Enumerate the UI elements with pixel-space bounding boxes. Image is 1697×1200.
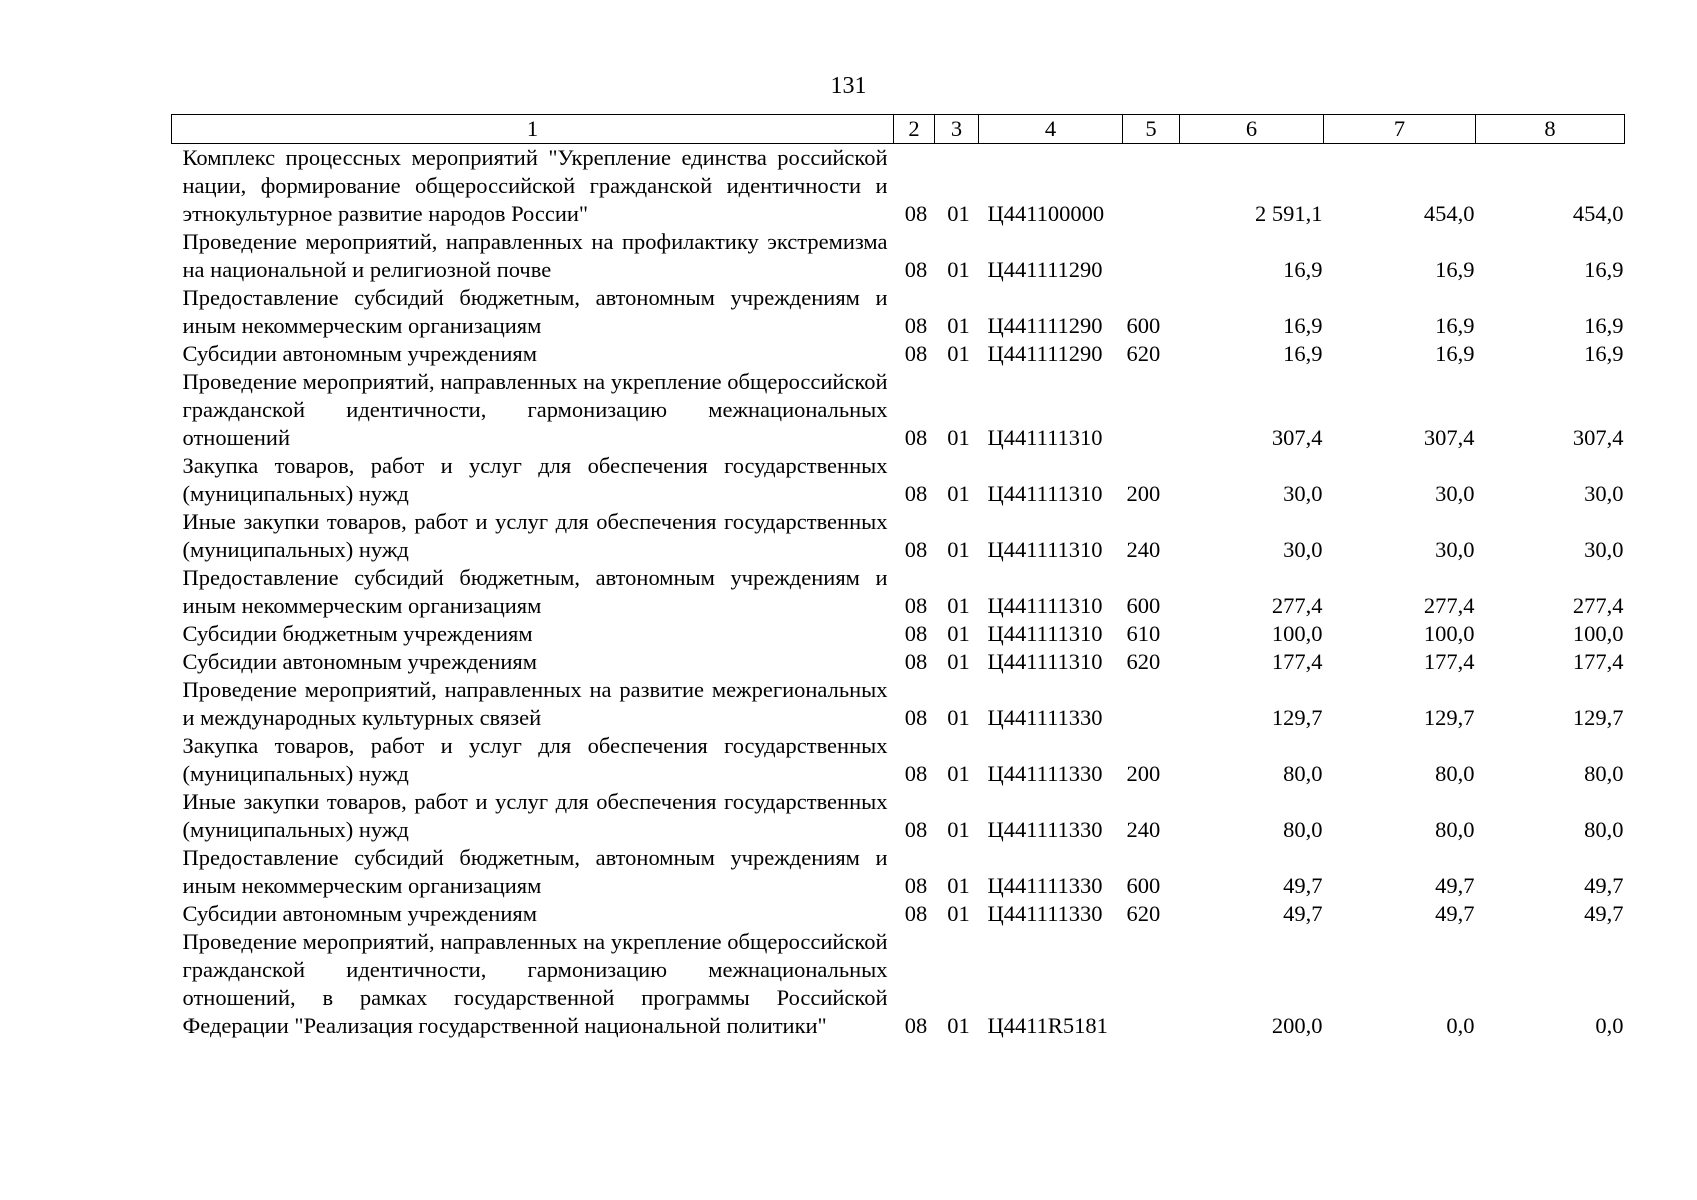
table-row bbox=[172, 928, 1625, 1040]
row-value-col7: 16,9 bbox=[1435, 257, 1475, 282]
row-subsection: 01 bbox=[947, 313, 970, 338]
row-value-col6: 80,0 bbox=[1283, 761, 1323, 786]
row-value-col7: 49,7 bbox=[1435, 901, 1475, 926]
row-value-col7: 0,0 bbox=[1446, 1013, 1475, 1038]
header-col-7: 7 bbox=[1324, 115, 1476, 144]
table-row bbox=[172, 564, 1625, 620]
row-subsection: 01 bbox=[947, 621, 970, 646]
row-subsection: 01 bbox=[947, 873, 970, 898]
table-row bbox=[172, 368, 1625, 452]
row-target-code: Ц441100000 bbox=[987, 201, 1105, 226]
row-expense-type: 620 bbox=[1126, 341, 1161, 366]
row-target-code: Ц441111290 bbox=[987, 313, 1103, 338]
row-value-col6: 16,9 bbox=[1283, 257, 1323, 282]
row-expense-type bbox=[1123, 928, 1180, 1040]
row-section: 08 bbox=[904, 481, 928, 506]
row-target-code: Ц441111290 bbox=[987, 257, 1103, 282]
row-value-col8: 16,9 bbox=[1584, 313, 1624, 338]
row-subsection: 01 bbox=[947, 593, 970, 618]
row-subsection: 01 bbox=[947, 257, 970, 282]
row-section: 08 bbox=[904, 257, 928, 282]
row-name: Закупка товаров, работ и услуг для обеспечения государственных (муниципальных) нужд bbox=[182, 733, 888, 786]
row-value-col6: 16,9 bbox=[1283, 341, 1323, 366]
header-col-4: 4 bbox=[979, 115, 1123, 144]
row-section: 08 bbox=[904, 901, 928, 926]
row-expense-type: 610 bbox=[1126, 621, 1161, 646]
row-expense-type: 240 bbox=[1126, 537, 1161, 562]
row-section: 08 bbox=[904, 593, 928, 618]
row-target-code: Ц4411R5181 bbox=[987, 1013, 1108, 1038]
row-value-col8: 0,0 bbox=[1595, 1013, 1624, 1038]
row-expense-type bbox=[1123, 228, 1180, 284]
row-name: Субсидии автономным учреждениям bbox=[182, 649, 537, 674]
row-section: 08 bbox=[904, 761, 928, 786]
table-row bbox=[172, 340, 1625, 368]
row-value-col7: 307,4 bbox=[1423, 425, 1475, 450]
row-value-col6: 30,0 bbox=[1283, 537, 1323, 562]
row-name: Субсидии автономным учреждениям bbox=[182, 341, 537, 366]
row-name: Предоставление субсидий бюджетным, автономным учреждениям и иным некоммерческим организациям bbox=[182, 845, 888, 898]
row-subsection: 01 bbox=[947, 537, 970, 562]
row-value-col6: 2 591,1 bbox=[1255, 201, 1323, 226]
row-value-col6: 16,9 bbox=[1283, 313, 1323, 338]
row-section: 08 bbox=[904, 873, 928, 898]
row-name: Проведение мероприятий, направленных на укрепление общероссийской гражданской идентичности, гармонизацию межнациональных отношений, в рамках государственной программы Российской Федерации "Реализация государственной национальной политики" bbox=[182, 929, 888, 1038]
row-value-col7: 16,9 bbox=[1435, 341, 1475, 366]
table-row bbox=[172, 676, 1625, 732]
row-name: Комплекс процессных мероприятий "Укрепление единства российской нации, формирование общероссийской гражданской идентичности и этнокультурное развитие народов России" bbox=[182, 145, 888, 226]
row-section: 08 bbox=[904, 537, 928, 562]
page-number: 131 bbox=[830, 73, 867, 99]
row-target-code: Ц441111330 bbox=[987, 817, 1103, 842]
budget-table bbox=[171, 114, 1625, 1040]
table-row bbox=[172, 788, 1625, 844]
row-name: Субсидии автономным учреждениям bbox=[182, 901, 537, 926]
row-section: 08 bbox=[904, 201, 928, 226]
row-target-code: Ц441111310 bbox=[987, 481, 1103, 506]
row-value-col7: 30,0 bbox=[1435, 481, 1475, 506]
row-subsection: 01 bbox=[947, 817, 970, 842]
table-row bbox=[172, 648, 1625, 676]
row-value-col8: 277,4 bbox=[1572, 593, 1624, 618]
row-section: 08 bbox=[904, 649, 928, 674]
row-expense-type: 240 bbox=[1126, 817, 1161, 842]
header-col-6: 6 bbox=[1180, 115, 1324, 144]
table-row bbox=[172, 732, 1625, 788]
row-value-col6: 129,7 bbox=[1271, 705, 1323, 730]
row-target-code: Ц441111310 bbox=[987, 537, 1103, 562]
row-section: 08 bbox=[904, 313, 928, 338]
row-section: 08 bbox=[904, 621, 928, 646]
row-section: 08 bbox=[904, 705, 928, 730]
row-value-col8: 307,4 bbox=[1572, 425, 1624, 450]
table-row bbox=[172, 620, 1625, 648]
row-target-code: Ц441111310 bbox=[987, 649, 1103, 674]
row-expense-type bbox=[1123, 368, 1180, 452]
row-value-col8: 30,0 bbox=[1584, 537, 1624, 562]
row-value-col8: 49,7 bbox=[1584, 901, 1624, 926]
row-target-code: Ц441111330 bbox=[987, 761, 1103, 786]
row-value-col6: 200,0 bbox=[1271, 1013, 1323, 1038]
row-subsection: 01 bbox=[947, 901, 970, 926]
row-section: 08 bbox=[904, 817, 928, 842]
row-expense-type: 620 bbox=[1126, 901, 1161, 926]
row-section: 08 bbox=[904, 1013, 928, 1038]
row-value-col8: 177,4 bbox=[1572, 649, 1624, 674]
table-row bbox=[172, 284, 1625, 340]
row-name: Иные закупки товаров, работ и услуг для обеспечения государственных (муниципальных) нужд bbox=[182, 789, 888, 842]
row-subsection: 01 bbox=[947, 705, 970, 730]
row-expense-type bbox=[1123, 144, 1180, 229]
row-value-col7: 177,4 bbox=[1423, 649, 1475, 674]
table-header bbox=[172, 115, 1625, 144]
header-col-3: 3 bbox=[935, 115, 979, 144]
row-name: Закупка товаров, работ и услуг для обеспечения государственных (муниципальных) нужд bbox=[182, 453, 888, 506]
row-value-col7: 49,7 bbox=[1435, 873, 1475, 898]
row-target-code: Ц441111330 bbox=[987, 873, 1103, 898]
row-name: Субсидии бюджетным учреждениям bbox=[182, 621, 533, 646]
row-section: 08 bbox=[904, 425, 928, 450]
row-subsection: 01 bbox=[947, 649, 970, 674]
header-col-1: 1 bbox=[172, 115, 894, 144]
row-expense-type: 200 bbox=[1126, 761, 1161, 786]
row-value-col8: 16,9 bbox=[1584, 257, 1624, 282]
row-value-col6: 30,0 bbox=[1283, 481, 1323, 506]
row-target-code: Ц441111330 bbox=[987, 901, 1103, 926]
row-value-col8: 129,7 bbox=[1572, 705, 1624, 730]
row-name: Предоставление субсидий бюджетным, автономным учреждениям и иным некоммерческим организациям bbox=[182, 565, 888, 618]
row-subsection: 01 bbox=[947, 425, 970, 450]
header-col-5: 5 bbox=[1123, 115, 1180, 144]
row-value-col7: 100,0 bbox=[1423, 621, 1475, 646]
row-name: Проведение мероприятий, направленных на профилактику экстремизма на национальной и религиозной почве bbox=[182, 229, 888, 282]
row-value-col7: 16,9 bbox=[1435, 313, 1475, 338]
table-row bbox=[172, 228, 1625, 284]
row-value-col7: 80,0 bbox=[1435, 817, 1475, 842]
row-expense-type: 600 bbox=[1126, 873, 1161, 898]
row-value-col7: 277,4 bbox=[1423, 593, 1475, 618]
row-name: Проведение мероприятий, направленных на развитие межрегиональных и международных культурных связей bbox=[182, 677, 888, 730]
row-value-col8: 454,0 bbox=[1572, 201, 1624, 226]
row-value-col6: 277,4 bbox=[1271, 593, 1323, 618]
row-value-col6: 177,4 bbox=[1271, 649, 1323, 674]
table-row bbox=[172, 900, 1625, 928]
header-col-8: 8 bbox=[1476, 115, 1625, 144]
row-value-col8: 16,9 bbox=[1584, 341, 1624, 366]
table-body bbox=[172, 144, 1625, 1041]
row-target-code: Ц441111310 bbox=[987, 425, 1103, 450]
row-value-col7: 80,0 bbox=[1435, 761, 1475, 786]
row-value-col8: 100,0 bbox=[1572, 621, 1624, 646]
row-expense-type: 600 bbox=[1126, 313, 1161, 338]
row-subsection: 01 bbox=[947, 481, 970, 506]
row-value-col7: 30,0 bbox=[1435, 537, 1475, 562]
header-row bbox=[172, 115, 1625, 144]
row-subsection: 01 bbox=[947, 201, 970, 226]
row-value-col8: 30,0 bbox=[1584, 481, 1624, 506]
row-target-code: Ц441111310 bbox=[987, 593, 1103, 618]
row-subsection: 01 bbox=[947, 1013, 970, 1038]
row-value-col6: 80,0 bbox=[1283, 817, 1323, 842]
row-value-col8: 80,0 bbox=[1584, 761, 1624, 786]
row-expense-type: 620 bbox=[1126, 649, 1161, 674]
row-subsection: 01 bbox=[947, 341, 970, 366]
table-row bbox=[172, 508, 1625, 564]
row-value-col7: 129,7 bbox=[1423, 705, 1475, 730]
row-expense-type: 200 bbox=[1126, 481, 1161, 506]
row-value-col8: 49,7 bbox=[1584, 873, 1624, 898]
row-value-col6: 49,7 bbox=[1283, 873, 1323, 898]
table-row bbox=[172, 844, 1625, 900]
row-expense-type bbox=[1123, 676, 1180, 732]
row-value-col8: 80,0 bbox=[1584, 817, 1624, 842]
row-section: 08 bbox=[904, 341, 928, 366]
table-row bbox=[172, 144, 1625, 229]
row-target-code: Ц441111330 bbox=[987, 705, 1103, 730]
row-value-col6: 307,4 bbox=[1271, 425, 1323, 450]
table-row bbox=[172, 452, 1625, 508]
row-value-col6: 100,0 bbox=[1271, 621, 1323, 646]
header-col-2: 2 bbox=[894, 115, 935, 144]
row-name: Проведение мероприятий, направленных на укрепление общероссийской гражданской идентичности, гармонизацию межнациональных отношений bbox=[182, 369, 888, 450]
row-expense-type: 600 bbox=[1126, 593, 1161, 618]
row-value-col7: 454,0 bbox=[1423, 201, 1475, 226]
row-name: Иные закупки товаров, работ и услуг для обеспечения государственных (муниципальных) нужд bbox=[182, 509, 888, 562]
row-value-col6: 49,7 bbox=[1283, 901, 1323, 926]
row-subsection: 01 bbox=[947, 761, 970, 786]
row-name: Предоставление субсидий бюджетным, автономным учреждениям и иным некоммерческим организациям bbox=[182, 285, 888, 338]
row-target-code: Ц441111290 bbox=[987, 341, 1103, 366]
row-target-code: Ц441111310 bbox=[987, 621, 1103, 646]
